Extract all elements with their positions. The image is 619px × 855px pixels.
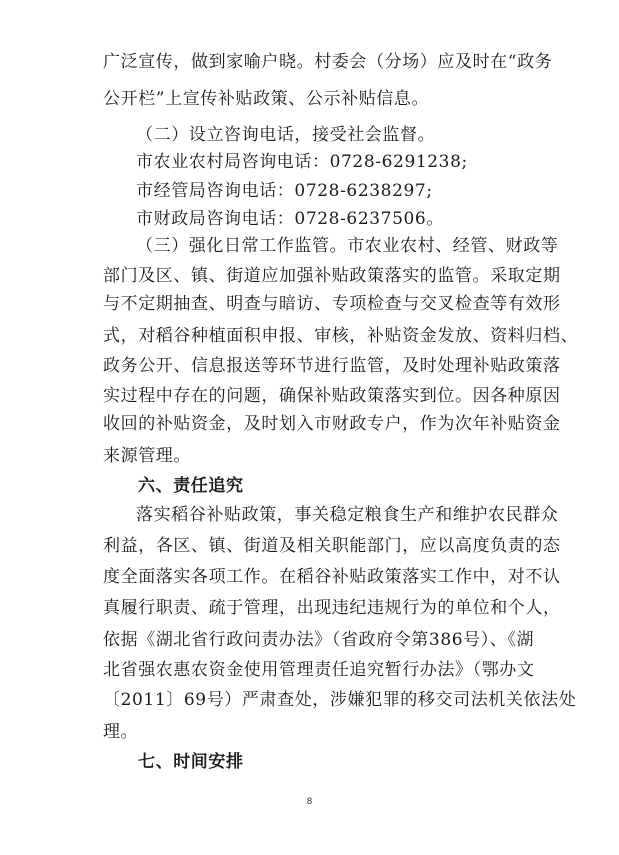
text-line: 依据《湖北省行政问责办法》（省政府令第386号）、《湖 bbox=[103, 630, 535, 650]
text-line: 真履行职责、疏于管理，出现违纪违规行为的单位和个人， bbox=[103, 598, 561, 618]
text-line: 政务公开、信息报送等环节进行监管，及时处理补贴政策落 bbox=[103, 356, 561, 376]
text-line: 利益，各区、镇、街道及相关职能部门，应以高度负责的态 bbox=[103, 536, 561, 556]
text-line: 落实稻谷补贴政策，事关稳定粮食生产和维护农民群众 bbox=[136, 505, 559, 525]
text-line: 度全面落实各项工作。在稻谷补贴政策落实工作中，对不认 bbox=[103, 567, 561, 587]
page-number: 8 bbox=[306, 797, 313, 807]
text-line: 实过程中存在的问题，确保补贴政策落实到位。因各种原因 bbox=[103, 386, 561, 406]
text-line: 来源管理。 bbox=[103, 446, 191, 466]
text-line: 收回的补贴资金，及时划入市财政专户，作为次年补贴资金 bbox=[103, 414, 561, 434]
text-line: 北省强农惠农资金使用管理责任追究暂行办法》（鄂办文 bbox=[103, 660, 535, 680]
text-line: 〔2011〕69号）严肃查处，涉嫌犯罪的移交司法机关依法处 bbox=[103, 690, 577, 710]
text-line: 式，对稻谷种植面积申报、审核，补贴资金发放、资料归档、 bbox=[103, 326, 579, 346]
section-heading: 七、时间安排 bbox=[138, 752, 244, 772]
section-heading: 六、责任追究 bbox=[138, 476, 244, 496]
text-line: 广泛宣传，做到家喻户晓。村委会（分场）应及时在“政务 bbox=[103, 52, 553, 72]
text-line: 与不定期抽查、明查与暗访、专项检查与交叉检查等有效形 bbox=[103, 294, 561, 314]
text-line: 部门及区、镇、街道应加强补贴政策落实的监管。采取定期 bbox=[103, 266, 561, 286]
text-line: 公开栏”上宣传补贴政策、公示补贴信息。 bbox=[103, 89, 430, 109]
phone-line: 市农业农村局咨询电话：0728-6291238; bbox=[136, 152, 468, 172]
text-line: （三）强化日常工作监管。市农业农村、经管、财政等 bbox=[136, 236, 559, 256]
text-line: 理。 bbox=[103, 722, 139, 742]
phone-line: 市经管局咨询电话：0728-6238297; bbox=[136, 181, 433, 201]
text-line: （二）设立咨询电话，接受社会监督。 bbox=[136, 125, 436, 145]
phone-line: 市财政局咨询电话：0728-6237506。 bbox=[136, 209, 444, 229]
